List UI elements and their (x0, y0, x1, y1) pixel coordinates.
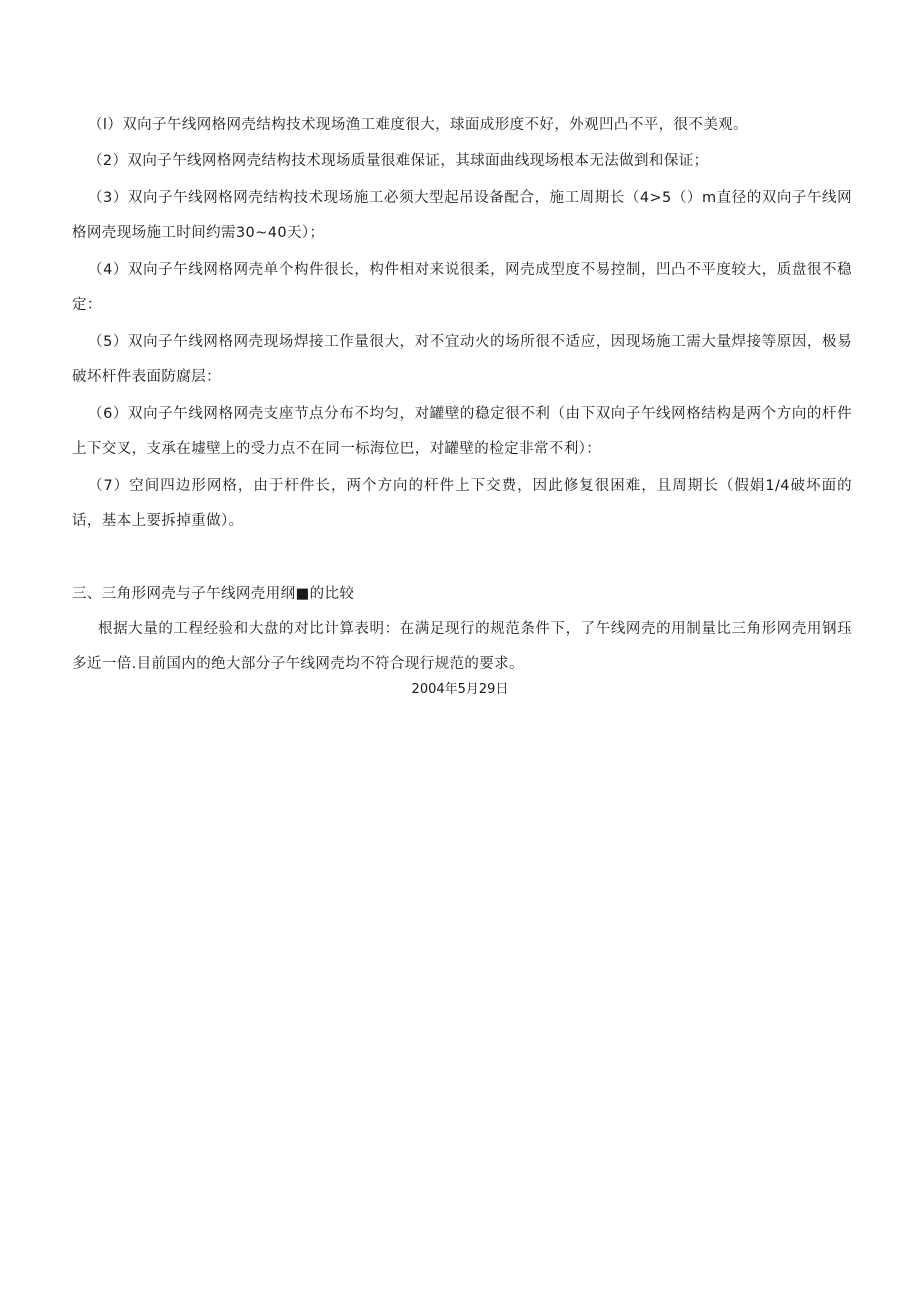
body-paragraph: 根据大量的工程经验和大盘的对比计算表明：在满足现行的规范条件下，了午线网壳的用制量比三角形网壳用钢珏多近一倍.目前国内的绝大部分子午线网壳均不符合现行规范的要求。 (72, 621, 852, 672)
section-title: 三、三角形网壳与子午线网壳用纲■的比较 (72, 586, 355, 602)
list-item-1: （l）双向子午线网格网壳结构技术现场渔工难度很大，球面成形度不好，外观凹凸不平，很不美观。 (88, 117, 749, 133)
list-item-6: （6）双向子午线网格网壳支座节点分布不均匀，对罐壁的稳定很不利（由下双向子午线网格结构是两个方向的杆件上下交叉，支承在墟壁上的受力点不在同一标海位巴，对罐壁的检定非常不利）： (72, 406, 852, 457)
list-item-5: （5）双向子午线网格网壳现场焊接工作量很大，对不宜动火的场所很不适应，因现场施工需大量焊接等原因，极易破坏杆件表面防腐层： (72, 334, 852, 385)
list-item-3: （3）双向子午线网格网壳结构技术现场施工必须大型起吊设备配合，施工周期长（4>5（）m直径的双向子午线网格网壳现场施工时间约需30~40天）； (72, 190, 852, 241)
list-item-4: （4）双向子午线网格网壳单个构件很长，构件相对来说很柔，网壳成型度不易控制，凹凸不平度较大，质盘很不稳定： (72, 262, 852, 313)
list-item-7: （7）空间四边形网格，由于杆件长，两个方向的杆件上下交费，因此修复很困难，且周期长（假娟1/4破坏面的话，基本上要拆掉重做）。 (72, 478, 852, 529)
document-date: 2004年5月29日 (411, 682, 509, 697)
list-item-2: （2）双向子午线网格网壳结构技术现场质量很难保证，其球面曲线现场根本无法做到和保证； (88, 153, 709, 169)
